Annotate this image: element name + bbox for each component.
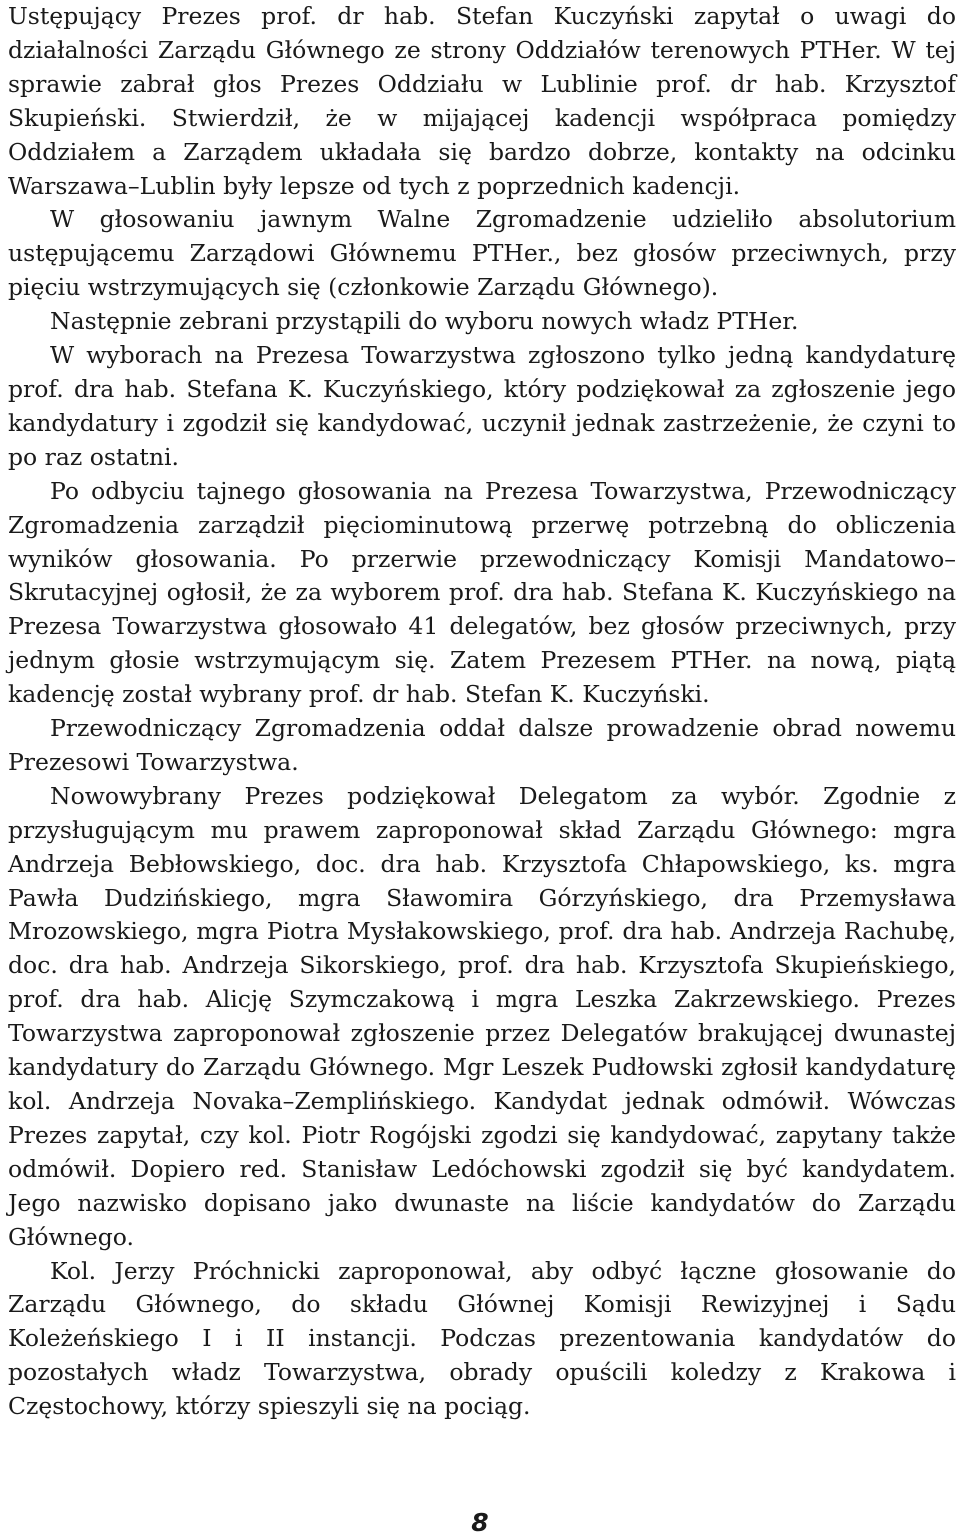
paragraph-elections-start: Następnie zebrani przystąpili do wyboru nowych władz PTHer. [50,307,799,336]
paragraph-report: Ustępujący Prezes prof. dr hab. Stefan Kuczyński zapytał o uwagi do działalności Zarządu Głównego ze strony Oddziałów terenowych PTHer. W tej sprawie zabrał głos Prezes Oddziału w Lublinie prof. dr hab. Krzysztof Skupieński. Stwierdził, że w mijającej kadencji współpraca pomiędzy Oddziałem a Zarządem układała się bardzo dobrze, kontakty na odcinku Warszawa–Lublin były lepsze od tych z poprzednich kadencji. [8,2,956,200]
page-number: 8 [471,1508,489,1537]
paragraph-candidate: W wyborach na Prezesa Towarzystwa zgłoszono tylko jedną kandydaturę prof. dra hab. Stefana K. Kuczyńskiego, który podziękował za zgłoszenie jego kandydatury i zgodził się kandydować, uczynił jednak zastrzeżenie, że czyni to po raz ostatni. [8,341,956,471]
paragraph-chair-handover: Przewodniczący Zgromadzenia oddał dalsze prowadzenie obrad nowemu Prezesowi Towarzystwa. [8,714,956,776]
paragraph-board-proposal: Nowowybrany Prezes podziękował Delegatom za wybór. Zgodnie z przysługującym mu prawem zaproponował skład Zarządu Głównego: mgra Andrzeja Bebłowskiego, doc. dra hab. Krzysztofa Chłapowskiego, ks. mgra Pawła Dudzińskiego, mgra Sławomira Górzyńskiego, dra Przemysława Mrozowskiego, mgra Piotra Mysłakowskiego, prof. dra hab. Andrzeja Rachubę, doc. dra hab. Andrzeja Sikorskiego, prof. dra hab. Krzysztofa Skupieńskiego, prof. dra hab. Alicję Szymczakową i mgra Leszka Zakrzewskiego. Prezes Towarzystwa zaproponował zgłoszenie przez Delegatów brakującej dwunastej kandydatury do Zarządu Głównego. Mgr Leszek Pudłowski zgłosił kandydaturę kol. Andrzeja Novaka–Zemplińskiego. Kandydat jednak odmówił. Wówczas Prezes zapytał, czy kol. Piotr Rogójski zgodzi się kandydować, zapytany także odmówił. Dopiero red. Stanisław Ledóchowski zgodził się być kandydatem. Jego nazwisko dopisano jako dwunaste na liście kandydatów do Zarządu Głównego. [8,781,956,1251]
paragraph-absolutorium: W głosowaniu jawnym Walne Zgromadzenie udzieliło absolutorium ustępującemu Zarządowi Głównemu PTHer., bez głosów przeciwnych, przy pięciu wstrzymujących się (członkowie Zarządu Głównego). [8,205,956,302]
document-body [8,0,956,1424]
paragraph-joint-vote: Kol. Jerzy Próchnicki zaproponował, aby odbyć łączne głosowanie do Zarządu Głównego, do składu Głównej Komisji Rewizyjnej i Sądu Koleżeńskiego I i II instancji. Podczas prezentowania kandydatów do pozostałych władz Towarzystwa, obrady opuścili koledzy z Krakowa i Częstochowy, którzy spieszyli się na pociąg. [8,1256,956,1421]
paragraph-vote-result: Po odbyciu tajnego głosowania na Prezesa Towarzystwa, Przewodniczący Zgromadzenia zarządził pięciominutową przerwę potrzebną do obliczenia wyników głosowania. Po przerwie przewodniczący Komisji Mandatowo–Skrutacyjnej ogłosił, że za wyborem prof. dra hab. Stefana K. Kuczyńskiego na Prezesa Towarzystwa głosowało 41 delegatów, bez głosów przeciwnych, przy jednym głosie wstrzymującym się. Zatem Prezesem PTHer. na nową, piątą kadencję został wybrany prof. dr hab. Stefan K. Kuczyński. [8,476,956,709]
